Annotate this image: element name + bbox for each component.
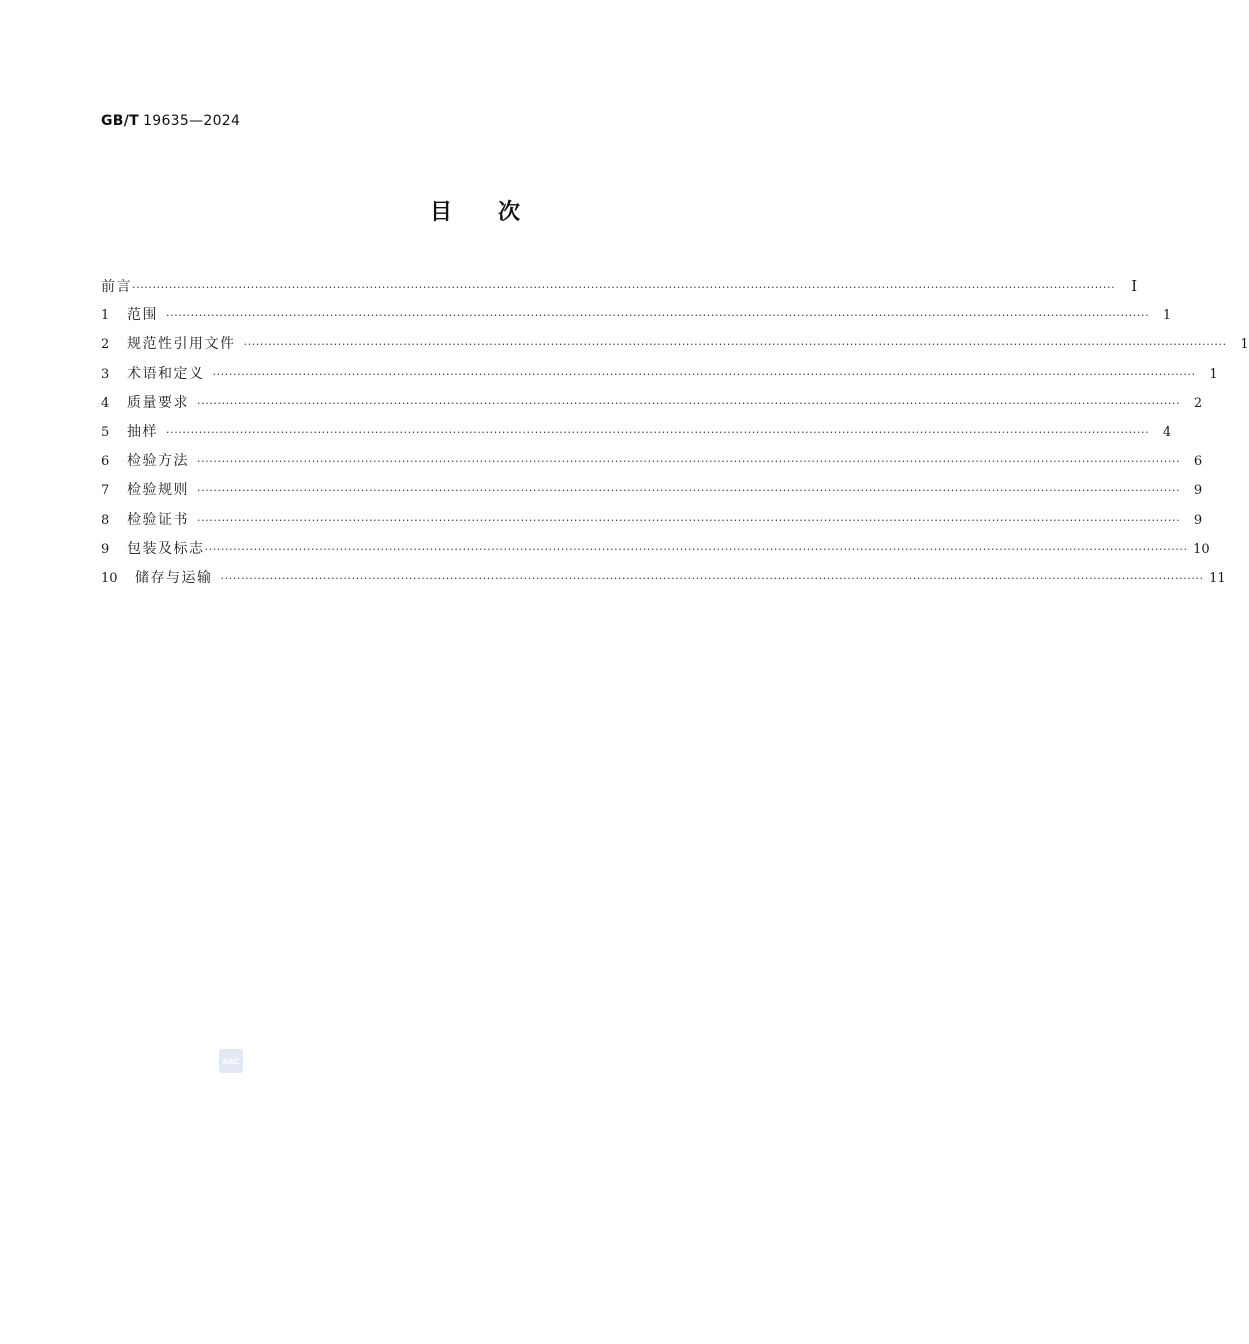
table-of-contents: [101, 272, 1249, 593]
toc-entry-number: 9: [101, 541, 110, 557]
toc-entry-page: 11: [1209, 570, 1226, 586]
toc-entry-test-methods[interactable]: [101, 447, 1203, 476]
toc-entry-label: 储存与运输: [135, 569, 213, 586]
toc-entry-label: 抽样: [127, 423, 158, 440]
standard-prefix: GB/T: [101, 113, 140, 129]
toc-entry-page: 1: [1240, 337, 1249, 353]
toc-entry-packaging-marking[interactable]: [101, 535, 1210, 564]
toc-entry-inspection-rules[interactable]: [101, 476, 1203, 505]
toc-entry-page: 4: [1162, 424, 1172, 440]
toc-entry-page: Ⅰ: [1131, 277, 1138, 295]
toc-entry-page: 6: [1193, 454, 1203, 470]
toc-entry-label: 检验证书: [127, 511, 189, 528]
toc-entry-page: 9: [1193, 512, 1203, 528]
toc-entry-label: 规范性引用文件: [127, 336, 236, 353]
toc-entry-number: 10: [101, 570, 118, 586]
sac-logo-text: SAC: [222, 1057, 240, 1067]
sac-logo-icon: [219, 1049, 243, 1073]
toc-entry-page: 1: [1209, 366, 1218, 382]
toc-entry-number: 3: [101, 366, 110, 382]
toc-entry-number: 6: [101, 454, 110, 470]
standard-number: 19635—2024: [143, 113, 241, 129]
toc-entry-sampling[interactable]: [101, 418, 1172, 447]
page-title: 目次: [429, 200, 566, 225]
standard-code: [101, 113, 240, 129]
sac-logo-icon-graphic: [219, 1049, 243, 1073]
toc-entry-number: 1: [101, 308, 110, 324]
toc-entry-label: 检验规则: [127, 482, 189, 499]
toc-entry-number: 8: [101, 512, 110, 528]
toc-leader-dots: ················································································································································································································································: [132, 281, 1116, 294]
toc-leader-dots: ················································································································································································································································: [220, 571, 1204, 585]
toc-leader-dots: ················································································································································································································································: [197, 455, 1181, 469]
toc-entry-number: 4: [101, 395, 110, 411]
toc-entry-terms-definitions[interactable]: [101, 360, 1218, 389]
toc-leader-dots: ················································································································································································································································: [197, 484, 1181, 498]
toc-entry-normative-references[interactable]: [101, 330, 1249, 359]
toc-entry-label: 包装及标志: [127, 540, 205, 557]
toc-entry-label: 前言: [101, 279, 132, 295]
toc-leader-dots: ················································································································································································································································: [166, 425, 1150, 439]
toc-entry-storage-transport[interactable]: [101, 564, 1226, 593]
toc-entry-inspection-certificate[interactable]: [101, 506, 1203, 535]
toc-entry-label: 范围: [127, 307, 158, 324]
toc-entry-page: 9: [1193, 483, 1203, 499]
toc-entry-number: 5: [101, 424, 110, 440]
toc-leader-dots: ················································································································································································································································: [197, 513, 1181, 527]
toc-entry-scope[interactable]: [101, 301, 1172, 330]
toc-leader-dots: ················································································································································································································································: [204, 542, 1188, 556]
toc-entry-label: 质量要求: [127, 394, 189, 411]
toc-entry-page: 2: [1193, 395, 1203, 411]
toc-entry-number: 2: [101, 337, 110, 353]
toc-entry-number: 7: [101, 483, 110, 499]
toc-entry-page: 1: [1162, 308, 1172, 324]
toc-leader-dots: ················································································································································································································································: [243, 338, 1227, 352]
toc-entry-label: 检验方法: [127, 453, 189, 470]
toc-leader-dots: ················································································································································································································································: [166, 309, 1150, 323]
toc-entry-label: 术语和定义: [127, 365, 205, 382]
toc-entry-page: 10: [1193, 541, 1210, 557]
toc-leader-dots: ················································································································································································································································: [212, 367, 1196, 381]
toc-leader-dots: ················································································································································································································································: [197, 396, 1181, 410]
toc-entry-foreword[interactable]: [101, 272, 1138, 301]
toc-entry-quality-requirements[interactable]: [101, 389, 1203, 418]
